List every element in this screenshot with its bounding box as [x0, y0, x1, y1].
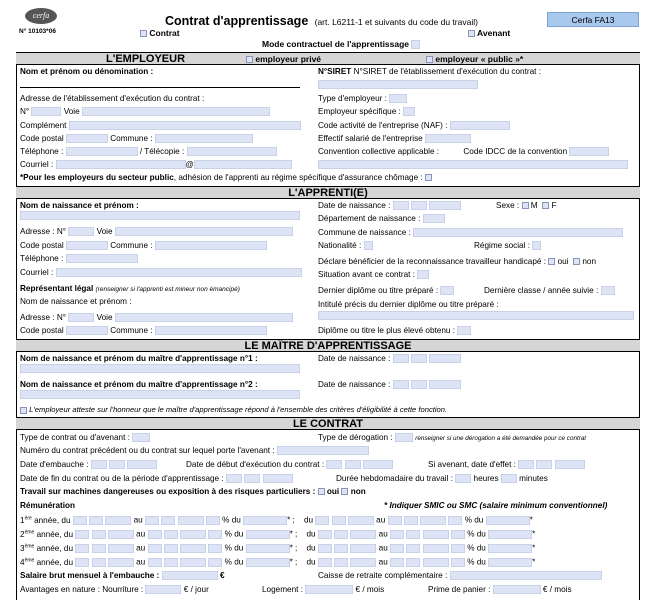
employeur-nom-line[interactable] [20, 87, 300, 88]
adresse-no-voie[interactable]: N° Voie [20, 107, 270, 116]
mode-field[interactable] [411, 40, 420, 49]
derniere-classe[interactable]: Dernière classe / année suivie : [484, 286, 615, 295]
annee-label: 2ème année, du [20, 529, 73, 539]
avantages-logement[interactable]: Logement : € / mois [262, 585, 385, 594]
caisse-retraite[interactable]: Caisse de retraite complémentaire : [318, 571, 602, 580]
numero-contrat[interactable]: Numéro du contrat précédent ou du contrat sur lequel porte l'avenant : [20, 446, 369, 455]
maitre1-field[interactable] [20, 364, 300, 373]
rep-nom: Nom de naissance et prénom : [20, 297, 132, 306]
apprenti-nom-field[interactable] [20, 211, 300, 220]
apprenti-date-naiss[interactable]: Date de naissance : [318, 201, 461, 210]
courriel[interactable]: Courriel : @ [20, 160, 292, 169]
dept-naissance[interactable]: Département de naissance : [318, 214, 445, 223]
apprenti-nom-label: Nom de naissance et prénom : [20, 201, 139, 210]
smic-note: * Indiquer SMIC ou SMC (salaire minimum conventionnel) [384, 501, 608, 510]
siret-field[interactable] [318, 80, 478, 89]
duree-hebdo[interactable]: Durée hebdomadaire du travail : heures minutes [336, 474, 548, 483]
maitre1-label: Nom de naissance et prénom du maître d'apprentissage n°1 : [20, 354, 258, 363]
annee-label: 1ère année, du [20, 515, 71, 525]
rep-adresse[interactable]: Adresse : N° Voie [20, 313, 293, 322]
section-employeur: L'EMPLOYEUR employeur privé employeur « public »* [16, 52, 640, 65]
maitre-attestation[interactable]: L'employeur atteste sur l'honneur que le maître d'apprentissage répond à l'ensemble des critères d'éligibilité à cette fonction. [20, 405, 447, 414]
section-maitre: LE MAÎTRE D'APPRENTISSAGE [16, 339, 640, 352]
employeur-nom-label: Nom et prénom ou dénomination : [20, 67, 154, 76]
avenant-option[interactable]: Avenant [468, 28, 510, 38]
sexe[interactable]: Sexe : M F [496, 201, 557, 210]
naf[interactable]: Code activité de l'entreprise (NAF) : [318, 121, 510, 130]
convention-field[interactable] [318, 160, 628, 169]
section-contrat: LE CONTRAT [16, 417, 640, 430]
contrat-checkbox[interactable] [140, 30, 147, 37]
apprenti-cp-commune[interactable]: Code postal Commune : [20, 241, 267, 250]
maitre2-field[interactable] [20, 390, 300, 399]
remuneration-label: Rémunération [20, 501, 76, 510]
form-title: Contrat d'apprentissage [165, 14, 309, 28]
maitre1-date[interactable]: Date de naissance : [318, 354, 461, 363]
representant-legal: Représentant légal (renseigner si l'apprenti est mineur non émancipé) [20, 284, 240, 293]
situation[interactable]: Situation avant ce contrat : [318, 270, 429, 279]
handicap[interactable]: Déclare bénéficier de la reconnaissance travailleur handicapé : oui non [318, 257, 597, 266]
avenant-checkbox[interactable] [468, 30, 475, 37]
date-fin[interactable]: Date de fin du contrat ou de la période d'apprentissage : [20, 474, 293, 483]
salaire-brut[interactable]: Salaire brut mensuel à l'embauche : € [20, 571, 225, 580]
date-effet[interactable]: Si avenant, date d'effet : [428, 460, 585, 469]
employeur-prive-option[interactable]: employeur privé [246, 53, 321, 65]
commune-naissance[interactable]: Commune de naissance : [318, 228, 623, 237]
mode-contractuel: Mode contractuel de l'apprentissage [262, 39, 420, 49]
form-title-block [165, 14, 478, 28]
remuneration-row[interactable]: 4ème année, du au % du * ; du au % du * [20, 557, 536, 567]
effectif[interactable]: Effectif salarié de l'entreprise [318, 134, 471, 143]
type-employeur[interactable]: Type d'employeur : [318, 94, 407, 103]
cerfa-logo: cerfa [25, 8, 57, 24]
rep-cp-commune[interactable]: Code postal Commune : [20, 326, 267, 335]
annee-label: 3ème année, du [20, 543, 73, 553]
machines-dangereuses[interactable]: Travail sur machines dangereuses ou exposition à des risques particuliers : oui non [20, 487, 366, 496]
annee-label: 4ème année, du [20, 557, 73, 567]
apprenti-adresse[interactable]: Adresse : N° Voie [20, 227, 293, 236]
convention-idcc[interactable]: Convention collective applicable : Code IDCC de la convention [318, 147, 609, 156]
plus-eleve[interactable]: Diplôme ou titre le plus élevé obtenu : [318, 326, 471, 335]
telephone-telecopie[interactable]: Téléphone : / Télécopie : [20, 147, 277, 156]
remuneration-row[interactable]: 3ème année, du au % du * ; du au % du * [20, 543, 536, 553]
section-apprenti: L'APPRENTI(E) [16, 186, 640, 199]
cp-commune[interactable]: Code postal Commune : [20, 134, 253, 143]
complement[interactable]: Complément [20, 121, 301, 130]
maitre2-date[interactable]: Date de naissance : [318, 380, 461, 389]
employeur-specifique[interactable]: Employeur spécifique : [318, 107, 415, 116]
form-subtitle: (art. L6211-1 et suivants du code du travail) [314, 17, 478, 27]
regime-social[interactable]: Régime social : [474, 241, 541, 250]
remuneration-row[interactable]: 2ème année, du au % du * ; du au % du * [20, 529, 536, 539]
date-embauche[interactable]: Date d'embauche : [20, 460, 157, 469]
type-contrat[interactable]: Type de contrat ou d'avenant : [20, 433, 150, 442]
derogation[interactable]: Type de dérogation : renseigner si une dérogation a été demandée pour ce contrat [318, 433, 587, 442]
intitule: Intitulé précis du dernier diplôme ou titre préparé : [318, 300, 499, 309]
adresse-label: Adresse de l'établissement d'exécution du contrat : [20, 94, 205, 103]
apprenti-telephone[interactable]: Téléphone : [20, 254, 138, 263]
siret-label: N°SIRET N°SIRET de l'établissement d'exécution du contrat : [318, 67, 541, 76]
date-debut[interactable]: Date de début d'exécution du contrat : [186, 460, 393, 469]
remuneration-row[interactable]: 1ère année, du au % du * ; du au % du * [20, 515, 533, 525]
nationalite[interactable]: Nationalité : [318, 241, 373, 250]
intitule-field[interactable] [318, 311, 634, 320]
secteur-public-note[interactable]: *Pour les employeurs du secteur public, adhésion de l'apprenti au régime spécifique d'assurance chômage : [20, 173, 432, 182]
form-number: N° 10103*06 [19, 28, 56, 35]
apprenti-courriel[interactable]: Courriel : [20, 268, 302, 277]
dernier-diplome[interactable]: Dernier diplôme ou titre préparé : [318, 286, 454, 295]
avantages-nourriture[interactable]: Avantages en nature : Nourriture : € / jour [20, 585, 209, 594]
employeur-public-option[interactable]: employeur « public »* [426, 53, 523, 65]
cerfa-badge: Cerfa FA13 [547, 12, 639, 27]
contrat-option[interactable]: Contrat [140, 28, 180, 38]
prime-panier[interactable]: Prime de panier : € / mois [428, 585, 572, 594]
maitre2-label: Nom de naissance et prénom du maître d'apprentissage n°2 : [20, 380, 258, 389]
